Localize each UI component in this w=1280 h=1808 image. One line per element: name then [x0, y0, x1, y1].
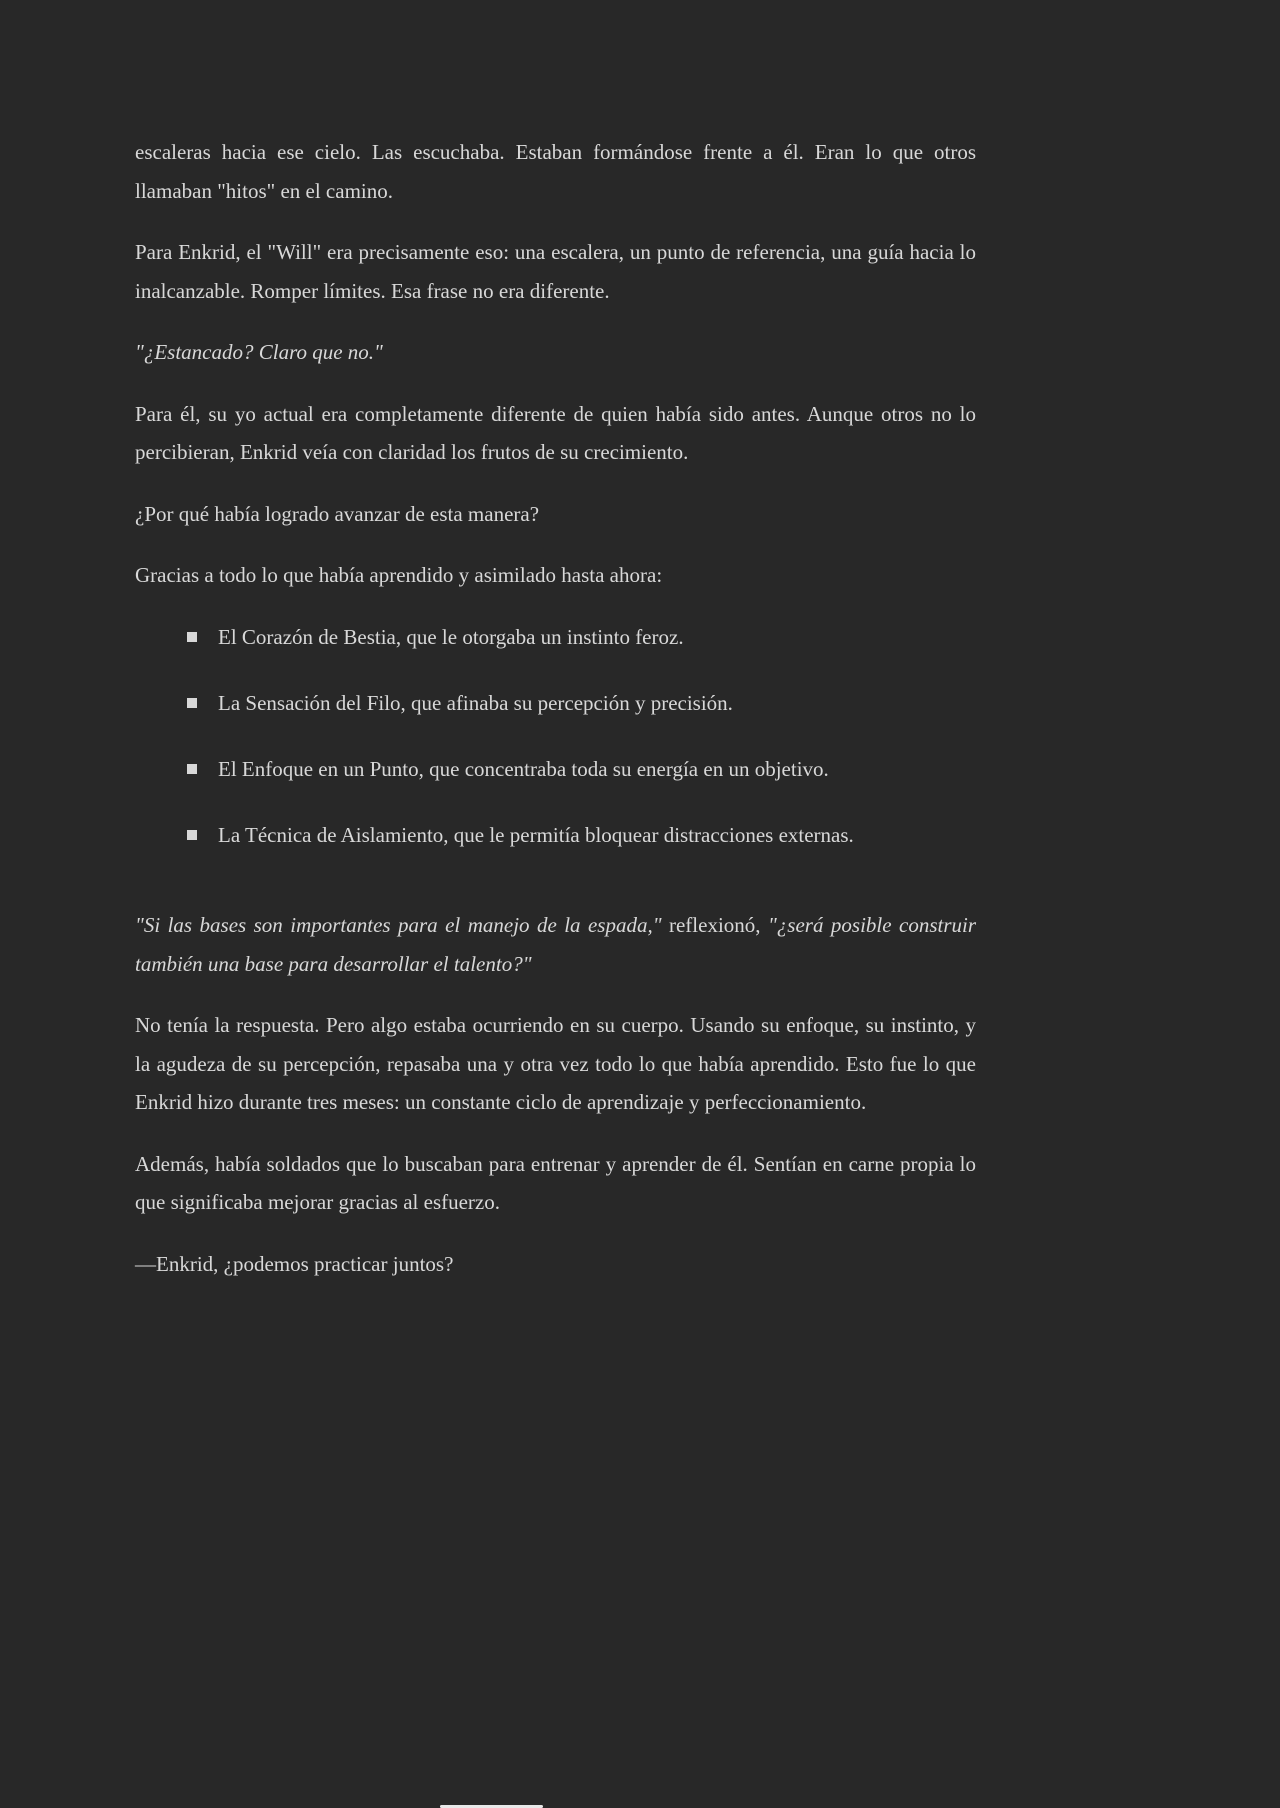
bullet-item-text: La Sensación del Filo, que afinaba su percepción y precisión.: [218, 690, 733, 715]
paragraph: No tenía la respuesta. Pero algo estaba ocurriendo en su cuerpo. Usando su enfoque, su instinto, y la agudeza de su percepción, repasaba una y otra vez todo lo que había aprendido. Esto fue lo que Enkrid hizo durante tres meses: un constante ciclo de aprendizaje y perfeccionamiento.: [135, 1013, 976, 1114]
bullet-item: [135, 750, 976, 789]
reflection-quote-open: "Si las bases son importantes para el manejo de la espada,": [135, 913, 662, 937]
square-bullet-icon: [187, 764, 197, 774]
dialogue-line: —Enkrid, ¿podemos practicar juntos?: [135, 1251, 454, 1276]
paragraph: Además, había soldados que lo buscaban para entrenar y aprender de él. Sentían en carne propia lo que significaba mejorar gracias al esfuerzo.: [135, 1151, 976, 1214]
reflection-quote-attribution: reflexionó,: [661, 913, 768, 937]
square-bullet-icon: [187, 830, 197, 840]
paragraph: Para Enkrid, el "Will" era precisamente eso: una escalera, un punto de referencia, una guía hacia lo inalcanzable. Romper límites. Esa frase no era diferente.: [135, 240, 976, 303]
paragraph: Gracias a todo lo que había aprendido y asimilado hasta ahora:: [135, 563, 663, 587]
paragraph: ¿Por qué había logrado avanzar de esta manera?: [135, 501, 540, 526]
text-column: [135, 133, 976, 1306]
square-bullet-icon: [187, 632, 197, 642]
reflection-quote-close: "¿será posible construir también una base para desarrollar el talento?": [135, 913, 977, 976]
bullet-item-text: El Enfoque en un Punto, que concentraba toda su energía en un objetivo.: [218, 756, 829, 781]
bullet-item-text: El Corazón de Bestia, que le otorgaba un instinto feroz.: [218, 624, 684, 649]
bullet-item: [135, 618, 976, 657]
bullet-item: [135, 816, 976, 855]
bullet-list: [135, 618, 976, 855]
paragraph: Para él, su yo actual era completamente diferente de quien había sido antes. Aunque otros no lo percibieran, Enkrid veía con claridad los frutos de su crecimiento.: [135, 401, 976, 464]
bullet-item-text: La Técnica de Aislamiento, que le permitía bloquear distracciones externas.: [218, 822, 854, 847]
reflection-quote-paragraph: [135, 906, 976, 983]
paragraph: escaleras hacia ese cielo. Las escuchaba. Estaban formándose frente a él. Eran lo que otros llamaban "hitos" en el camino.: [135, 140, 976, 203]
bullet-item: [135, 684, 976, 723]
italic-quote-paragraph: "¿Estancado? Claro que no.": [135, 340, 383, 364]
square-bullet-icon: [187, 698, 197, 708]
